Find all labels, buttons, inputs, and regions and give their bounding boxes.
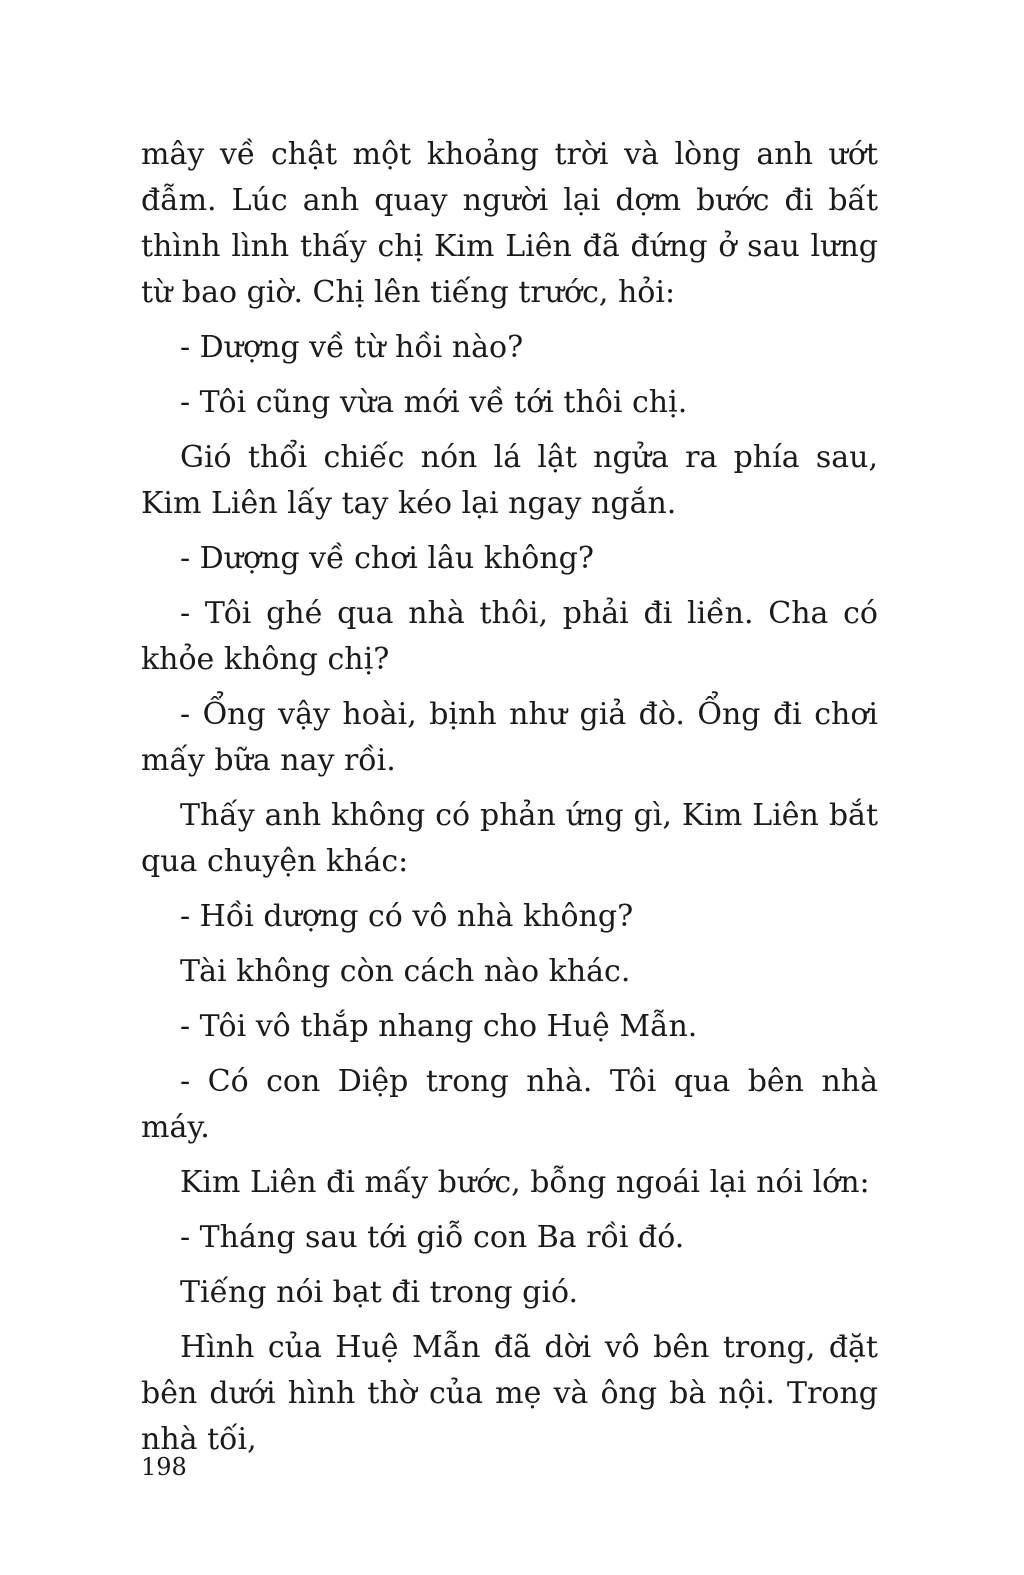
paragraph: - Tháng sau tới giỗ con Ba rồi đó.: [180, 1220, 685, 1255]
paragraph: - Dượng về chơi lâu không?: [180, 541, 594, 576]
paragraph: - Tôi cũng vừa mới về tới thôi chị.: [180, 385, 688, 420]
paragraph: - Hồi dượng có vô nhà không?: [180, 899, 634, 934]
paragraph: - Tôi vô thắp nhang cho Huệ Mẫn.: [180, 1009, 698, 1044]
paragraph: Hình của Huệ Mẫn đã dời vô bên trong, đặt bên dưới hình thờ của mẹ và ông bà nội. Trong nhà tối,: [141, 1330, 878, 1457]
paragraph: - Tôi ghé qua nhà thôi, phải đi liền. Cha có khỏe không chị?: [141, 596, 878, 677]
paragraph: mây về chật một khoảng trời và lòng anh ướt đẫm. Lúc anh quay người lại dợm bước đi bất thình lình thấy chị Kim Liên đã đứng ở sau lưng từ bao giờ. Chị lên tiếng trước, hỏi:: [141, 137, 878, 310]
page-number: 198: [141, 1453, 187, 1481]
paragraph: - Dượng về từ hồi nào?: [180, 330, 524, 365]
paragraph: Gió thổi chiếc nón lá lật ngửa ra phía sau, Kim Liên lấy tay kéo lại ngay ngắn.: [141, 440, 878, 521]
paragraph: Thấy anh không có phản ứng gì, Kim Liên bắt qua chuyện khác:: [141, 798, 878, 879]
paragraph: Kim Liên đi mấy bước, bỗng ngoái lại nói lớn:: [180, 1165, 870, 1200]
paragraph: Tài không còn cách nào khác.: [180, 954, 631, 989]
body-text: [141, 132, 878, 1472]
paragraph: - Có con Diệp trong nhà. Tôi qua bên nhà máy.: [141, 1064, 878, 1145]
paragraph: - Ổng vậy hoài, bịnh như giả đò. Ổng đi chơi mấy bữa nay rồi.: [141, 697, 878, 778]
paragraph: Tiếng nói bạt đi trong gió.: [180, 1275, 579, 1310]
